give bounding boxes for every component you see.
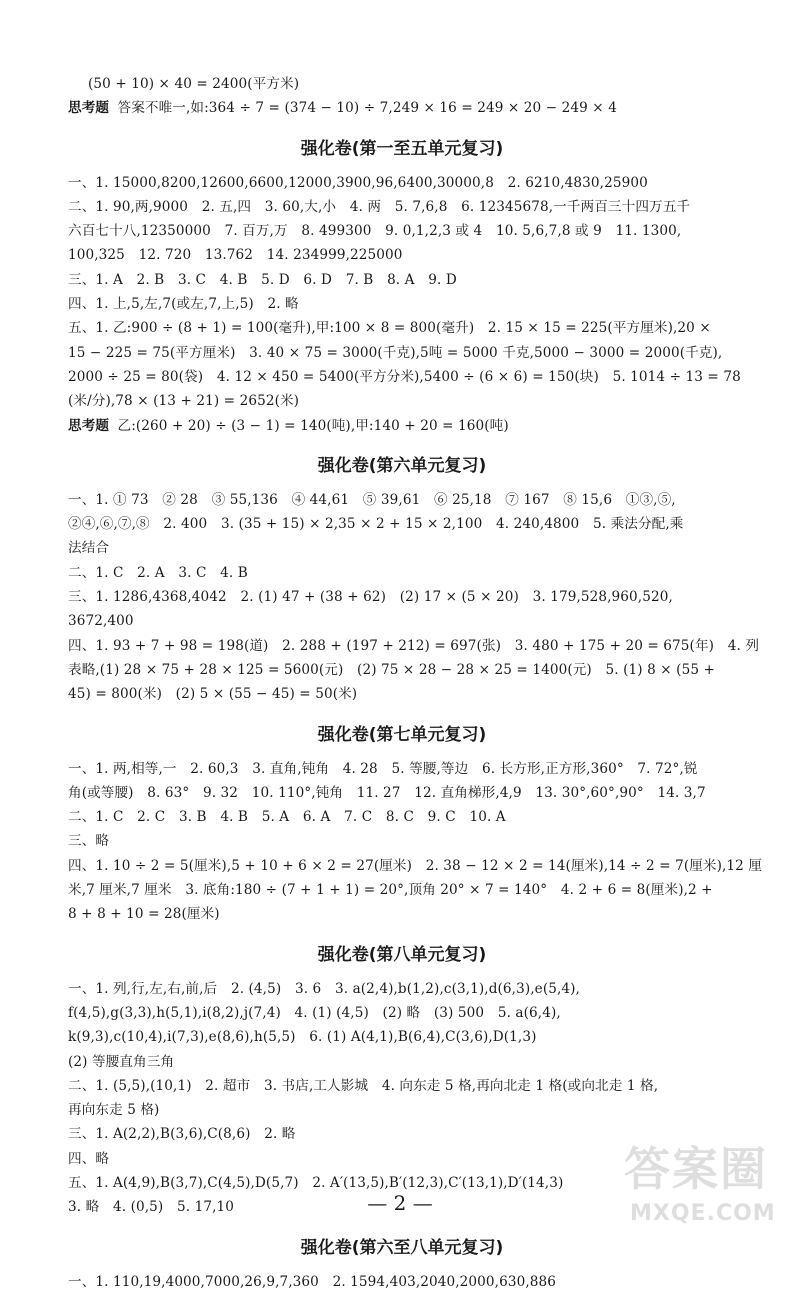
section-title: 强化卷(第六单元复习)	[317, 455, 487, 476]
answer-line: f(4,5),g(3,3),h(5,1),i(8,2),j(7,4) 4. (1) (4,5) (2) 略 (3) 500 5. a(6,4),	[68, 1004, 561, 1021]
answer-line: 表略,(1) 28 × 75 + 28 × 125 = 5600(元) (2) 75 × 28 − 28 × 25 = 1400(元) 5. (1) 8 × (55 +	[68, 661, 715, 678]
answer-line: 二、1. (5,5),(10,1) 2. 超市 3. 书店,工人影城 4. 向东走 5 格,再向北走 1 格(或向北走 1 格,	[68, 1077, 659, 1094]
answer-line: 3. 略 4. (0,5) 5. 17,10	[68, 1199, 234, 1216]
answer-line: 三、1. A(2,2),B(3,6),C(8,6) 2. 略	[68, 1126, 296, 1143]
answer-line: 四、1. 93 + 7 + 98 = 198(道) 2. 288 + (197 + 212) = 697(张) 3. 480 + 175 + 20 = 675(年) 4. 列	[68, 637, 760, 654]
think-question-answer: 答案不唯一,如:364 ÷ 7 = (374 − 10) ÷ 7,249 × 16 = 249 × 20 − 249 × 4	[117, 100, 617, 117]
answer-line: (50 + 10) × 40 = 2400(平方米)	[88, 76, 300, 92]
answer-line: 一、1. 15000,8200,12600,6600,12000,3900,96,6400,30000,8 2. 6210,4830,25900	[68, 174, 648, 191]
answer-line: 一、1. 110,19,4000,7000,26,9,7,360 2. 1594,403,2040,2000,630,886	[68, 1273, 557, 1290]
answer-line: 四、1. 上,5,左,7(或左,7,上,5) 2. 略	[68, 296, 299, 313]
answer-line: 100,325 12. 720 13.762 14. 234999,225000	[68, 247, 403, 264]
answer-line: 四、略	[68, 1150, 110, 1167]
think-question-label: 思考题	[68, 417, 110, 434]
watermark-url: MXQE.COM	[630, 1201, 776, 1226]
answer-line: 2000 ÷ 25 = 80(袋) 4. 12 × 450 = 5400(平方分米),5400 ÷ (6 × 6) = 150(块) 5. 1014 ÷ 13 = 78	[68, 368, 741, 385]
section-title: 强化卷(第七单元复习)	[317, 724, 487, 745]
answer-line: 法结合	[68, 540, 110, 557]
think-question-line	[68, 414, 736, 438]
answer-line: 角(或等腰) 8. 63° 9. 32 10. 110°,钝角 11. 27 12. 直角梯形,4,9 13. 30°,60°,90° 14. 3,7	[68, 784, 706, 801]
answer-line: 45) = 800(米) (2) 5 × (55 − 45) = 50(米)	[68, 686, 358, 703]
watermark-text: 答案圈	[624, 1142, 768, 1196]
answer-line: (米/分),78 × (13 + 21) = 2652(米)	[68, 393, 300, 410]
watermark-logo	[624, 1140, 784, 1230]
answer-line: 三、略	[68, 833, 110, 850]
answer-line: 一、1. ① 73 ② 28 ③ 55,136 ④ 44,61 ⑤ 39,61 ⑥ 25,18 ⑦ 167 ⑧ 15,6 ①③,⑤,	[68, 491, 676, 508]
answer-line: 二、1. C 2. A 3. C 4. B	[68, 564, 248, 581]
answer-line: 四、1. 10 ÷ 2 = 5(厘米),5 + 10 + 6 × 2 = 27(厘米) 2. 38 − 12 × 2 = 14(厘米),14 ÷ 2 = 7(厘米),12 厘	[68, 857, 763, 874]
section-title: 强化卷(第一至五单元复习)	[300, 138, 504, 159]
answer-line: 二、1. 90,两,9000 2. 五,四 3. 60,大,小 4. 两 5. 7,6,8 6. 12345678,一千两百三十四万五千	[68, 198, 691, 215]
think-question-line	[68, 96, 736, 120]
think-question-answer: 乙:(260 + 20) ÷ (3 − 1) = 140(吨),甲:140 + 20 = 160(吨)	[117, 417, 509, 434]
answer-line: 三、1. 1286,4368,4042 2. (1) 47 + (38 + 62) (2) 17 × (5 × 20) 3. 179,528,960,520,	[68, 589, 673, 606]
answer-line: k(9,3),c(10,4),i(7,3),e(8,6),h(5,5) 6. (1) A(4,1),B(6,4),C(3,6),D(1,3)	[68, 1029, 537, 1046]
answer-line: 五、1. 乙:900 ÷ (8 + 1) = 100(毫升),甲:100 × 8 = 800(毫升) 2. 15 × 15 = 225(平方厘米),20 ×	[68, 320, 711, 337]
section-title: 强化卷(第六至八单元复习)	[300, 1237, 504, 1258]
page-number: — 2 —	[367, 1191, 433, 1215]
answer-line: 二、1. C 2. C 3. B 4. B 5. A 6. A 7. C 8. C 9. C 10. A	[68, 809, 506, 826]
answer-line: 15 − 225 = 75(平方厘米) 3. 40 × 75 = 3000(千克),5吨 = 5000 千克,5000 − 3000 = 2000(千克),	[68, 344, 723, 361]
answer-line: 五、1. A(4,9),B(3,7),C(4,5),D(5,7) 2. A′(13,5),B′(12,3),C′(13,1),D′(14,3)	[68, 1174, 564, 1191]
answer-page-content	[68, 72, 763, 1294]
answer-line: 三、1. A 2. B 3. C 4. B 5. D 6. D 7. B 8. A 9. D	[68, 271, 457, 288]
answer-line: ②④,⑥,⑦,⑧ 2. 400 3. (35 + 15) × 2,35 × 2 + 15 × 2,100 4. 240,4800 5. 乘法分配,乘	[68, 516, 684, 533]
section-title: 强化卷(第八单元复习)	[317, 944, 487, 965]
answer-line: 一、1. 列,行,左,右,前,后 2. (4,5) 3. 6 3. a(2,4),b(1,2),c(3,1),d(6,3),e(5,4),	[68, 980, 580, 997]
answer-line: 再向东走 5 格)	[68, 1102, 160, 1119]
answer-line: 六百七十八,12350000 7. 百万,万 8. 499300 9. 0,1,2,3 或 4 10. 5,6,7,8 或 9 11. 1300,	[68, 223, 682, 240]
answer-line: 米,7 厘米,7 厘米 3. 底角:180 ÷ (7 + 1 + 1) = 20°,顶角 20° × 7 = 140° 4. 2 + 6 = 8(厘米),2 +	[68, 882, 713, 899]
answer-line: 8 + 8 + 10 = 28(厘米)	[68, 906, 220, 923]
answer-line: 3672,400	[68, 613, 134, 630]
answer-line: 一、1. 两,相等,一 2. 60,3 3. 直角,钝角 4. 28 5. 等腰,等边 6. 长方形,正方形,360° 7. 72°,锐	[68, 760, 698, 777]
answer-line: (2) 等腰直角三角	[68, 1053, 175, 1070]
think-question-label: 思考题	[68, 100, 110, 117]
